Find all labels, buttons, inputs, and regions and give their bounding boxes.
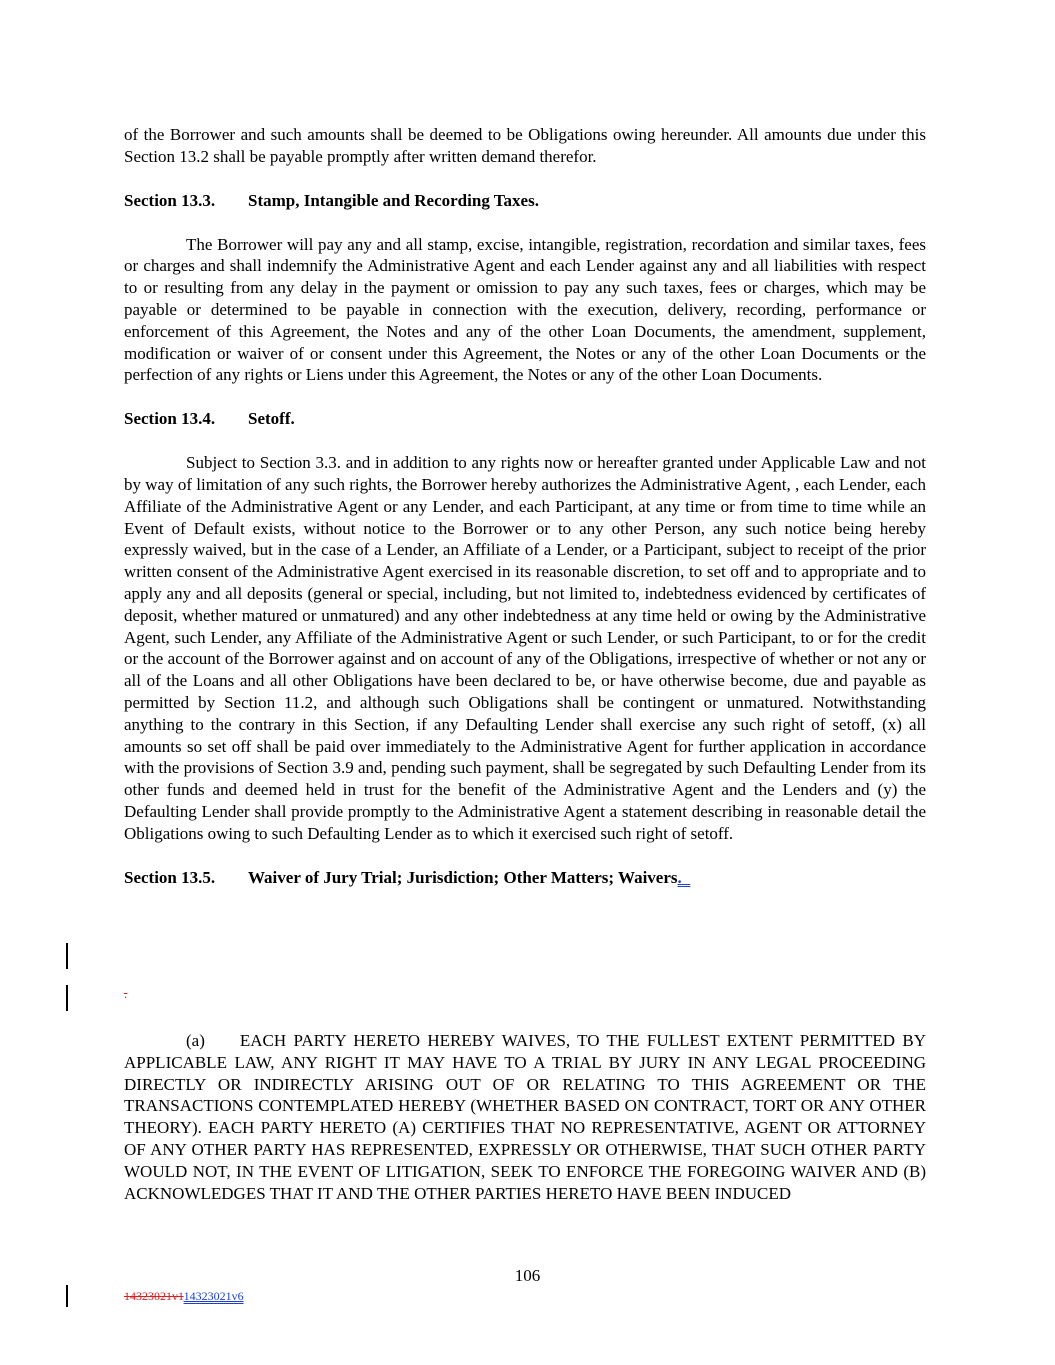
deleted-marker: . — [124, 986, 128, 1001]
paragraph-a-label: (a) — [186, 1031, 205, 1050]
page-number: 106 — [514, 1266, 541, 1285]
change-bar-footer — [66, 1285, 68, 1307]
inserted-doc-id: 14323021v6 — [183, 1289, 244, 1303]
deleted-doc-id: 14323021v1 — [124, 1289, 184, 1303]
paragraph-a — [124, 1030, 926, 1204]
continuation-paragraph: of the Borrower and such amounts shall be deemed to be Obligations owing hereunder. All amounts due under this Section 13.2 shall be payable promptly after written demand therefor. — [124, 125, 926, 166]
section-title: Setoff. — [248, 409, 295, 429]
document-body — [124, 124, 926, 889]
section-13-5-heading — [124, 867, 926, 889]
section-title: Stamp, Intangible and Recording Taxes. — [248, 190, 539, 210]
section-number: Section 13.3. — [124, 190, 216, 210]
inserted-period: . — [677, 867, 682, 887]
paragraph-a-text: EACH PARTY HERETO HEREBY WAIVES, TO THE FULLEST EXTENT PERMITTED BY APPLICABLE LAW, ANY RIGHT IT MAY HAVE TO A TRIAL BY JURY IN ANY LEGAL PROCEEDING DIRECTLY OR INDIRECTLY ARISING OUT OF OR RELATING TO THIS AGREEMENT OR THE TRANSACTIONS CONTEMPLATED HEREBY (WHETHER BASED ON CONTRACT, TORT OR ANY OTHER THEORY). EACH PARTY HERETO (A) CERTIFIES THAT NO REPRESENTATIVE, AGENT OR ATTORNEY OF ANY OTHER PARTY HAS REPRESENTED, EXPRESSLY OR OTHERWISE, THAT SUCH OTHER PARTY WOULD NOT, IN THE EVENT OF LITIGATION, SEEK TO ENFORCE THE FOREGOING WAIVER AND (B) ACKNOWLEDGES THAT IT AND THE OTHER PARTIES HERETO HAVE BEEN INDUCED — [124, 1031, 926, 1203]
section-number: Section 13.5. — [124, 867, 216, 887]
section-13-3-heading — [124, 190, 926, 212]
section-13-3-body: The Borrower will pay any and all stamp, excise, intangible, registration, recordation and similar taxes, fees or charges and shall indemnify the Administrative Agent and each Lender against any and all liabilities with respect to or resulting from any delay in the payment or omission to pay any such taxes, fees or charges, which may be payable or determined to be payable in connection with the execution, delivery, recording, performance or enforcement of this Agreement, the Notes and any of the other Loan Documents, the amendment, supplement, modification or waiver of or consent under this Agreement, the Notes or any of the other Loan Documents or the perfection of any rights or Liens under this Agreement, the Notes or any of the other Loan Documents. — [124, 234, 926, 385]
document-id-footer — [124, 1289, 244, 1304]
paragraph-a-block — [124, 1030, 926, 1204]
change-bar-heading — [66, 943, 68, 969]
section-13-4-heading — [124, 408, 926, 430]
change-bar-marker — [66, 985, 68, 1011]
section-13-4-body: Subject to Section 3.3. and in addition to any rights now or hereafter granted under Applicable Law and not by way of limitation of any such rights, the Borrower hereby authorizes the Administrative Agent, , each Lender, each Affiliate of the Administrative Agent or any Lender, and each Participant, at any time or from time to time while an Event of Default exists, without notice to the Borrower or to any other Person, any such notice being hereby expressly waived, but in the case of a Lender, an Affiliate of a Lender, or a Participant, subject to receipt of the prior written consent of the Administrative Agent exercised in its reasonable discretion, to set off and to appropriate and to apply any and all deposits (general or special, including, but not limited to, indebtedness evidenced by certificates of deposit, whether matured or unmatured) and any other indebtedness at any time held or owing by the Administrative Agent, such Lender, any Affiliate of the Administrative Agent or such Lender, or such Participant, to or for the credit or the account of the Borrower against and on account of any of the Obligations, irrespective of whether or not any or all of the Loans and all other Obligations have been declared to be, or have otherwise become, due and payable as permitted by Section 11.2, and although such Obligations shall be contingent or unmatured. Notwithstanding anything to the contrary in this Section, if any Defaulting Lender shall exercise any such right of setoff, (x) all amounts so set off shall be paid over immediately to the Administrative Agent for further application in accordance with the provisions of Section 3.9 and, pending such payment, shall be segregated by such Defaulting Lender from its other funds and deemed held in trust for the benefit of the Administrative Agent and the Lenders and (y) the Defaulting Lender shall provide promptly to the Administrative Agent a statement describing in reasonable detail the Obligations owing to such Defaulting Lender as to which it exercised such right of setoff. — [124, 453, 926, 843]
section-number: Section 13.4. — [124, 409, 216, 429]
section-title: Waiver of Jury Trial; Jurisdiction; Other Matters; Waivers — [248, 867, 678, 887]
